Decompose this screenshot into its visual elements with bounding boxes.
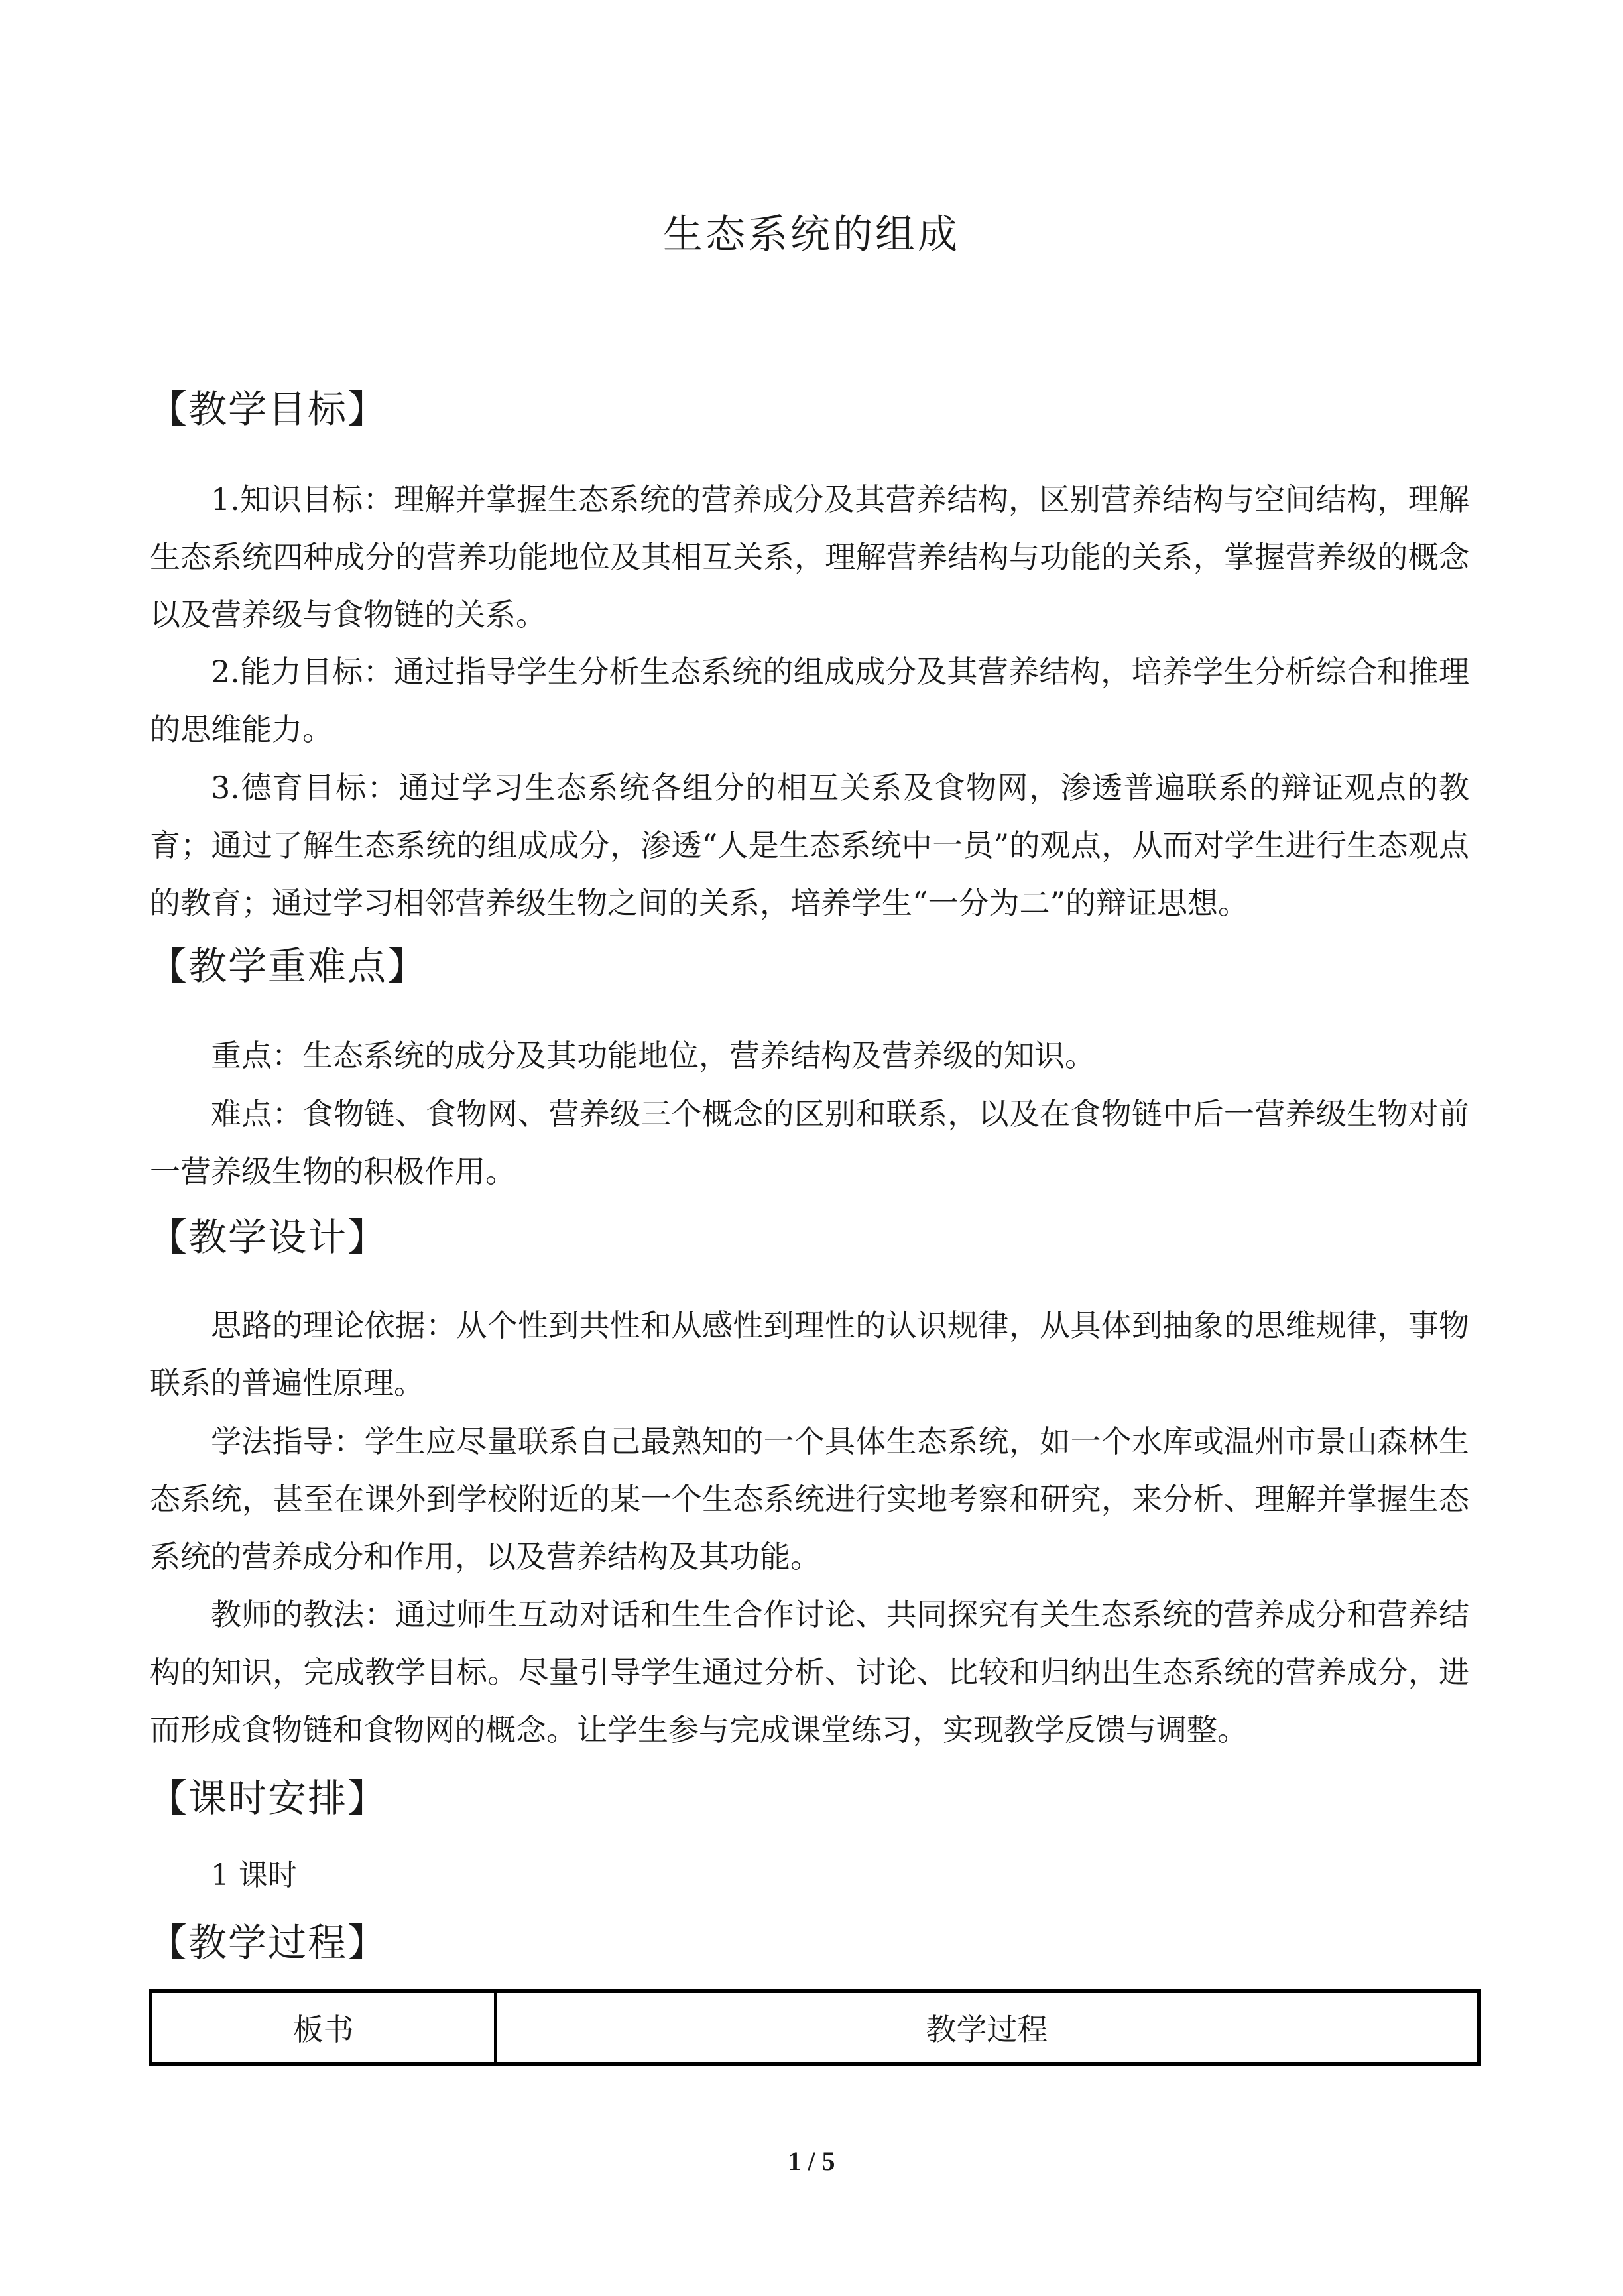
heading-key-points: 【教学重难点】 xyxy=(149,943,428,989)
design-theory: 思路的理论依据：从个性到共性和从感性到理性的认识规律，从具体到抽象的思维规律，事物联系的普遍性原理。 xyxy=(150,1307,1469,1401)
design-study-method: 学法指导：学生应尽量联系自己最熟知的一个具体生态系统，如一个水库或温州市景山森林生态系统，甚至在课外到学校附近的某一个生态系统进行实地考察和研究，来分析、理解并掌握生态系统的营养成分和作用，以及营养结构及其功能。 xyxy=(150,1423,1469,1575)
heading-process: 【教学过程】 xyxy=(149,1920,388,1965)
table-header-process: 教学过程 xyxy=(495,1991,1479,2064)
heading-design: 【教学设计】 xyxy=(149,1215,388,1260)
design-teaching-method: 教师的教法：通过师生互动对话和生生合作讨论、共同探究有关生态系统的营养成分和营养结 构的知识，完成教学目标。尽量引导学生通过分析、讨论、比较和归纳出生态系统的营养成分，进而形成食物链和食物网的概念。让学生参与完成课堂练习，实现教学反馈与调整。 xyxy=(150,1597,1469,1748)
table-header-board: 板书 xyxy=(150,1991,495,2064)
page-number: 1 / 5 xyxy=(788,2146,835,2176)
objective-moral: 3.德育目标：通过学习生态系统各组分的相互关系及食物网，渗透普遍联系的辩证观点的教育；通过了解生态系统的组成成分，渗透“人是生态系统中一员”的观点，从而对学生进行生态观点的教育；通过学习相邻营养级生物之间的关系，培养学生“一分为二”的辩证思想。 xyxy=(150,770,1469,921)
difficult-point: 难点：食物链、食物网、营养级三个概念的区别和联系，以及在食物链中后一营养级生物对前一营养级生物的积极作用。 xyxy=(150,1096,1469,1189)
objective-knowledge: 1.知识目标：理解并掌握生态系统的营养成分及其营养结构，区别营养结构与空间结构，理解生态系统四种成分的营养功能地位及其相互关系，理解营养结构与功能的关系，掌握营养级的概念以及营养级与食物链的关系。 xyxy=(150,481,1469,633)
document-title: 生态系统的组成 xyxy=(663,211,960,258)
objective-ability: 2.能力目标：通过指导学生分析生态系统的组成成分及其营养结构，培养学生分析综合和推理的思维能力。 xyxy=(150,654,1469,747)
schedule-text: 1 课时 xyxy=(211,1858,297,1892)
key-point: 重点：生态系统的成分及其功能地位，营养结构及营养级的知识。 xyxy=(211,1038,1095,1073)
heading-objectives: 【教学目标】 xyxy=(149,387,388,432)
process-table xyxy=(149,1989,1481,2066)
heading-schedule: 【课时安排】 xyxy=(149,1776,388,1821)
process-table-header-row xyxy=(150,1991,1479,2064)
